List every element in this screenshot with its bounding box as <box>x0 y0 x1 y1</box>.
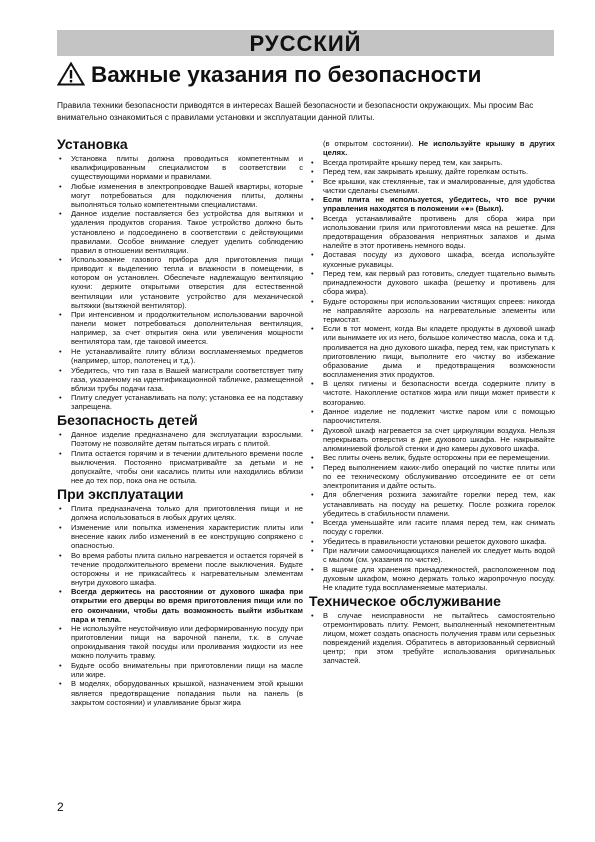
list-item: • Плита остается горячим и в течении длительного времени после выключения. Постоянно присматривайте за детьми и не допускайте, чтобы они касались плиты или находились вблизи нее до тех пор, пока она не остыла. <box>57 449 303 485</box>
right-column <box>309 139 555 667</box>
list-item: • Плиту следует устанавливать на полу; установка ее на подставку запрещена. <box>57 393 303 411</box>
installation-list <box>57 154 303 411</box>
warning-icon <box>57 62 85 94</box>
page-title-text: Важные указания по безопасности <box>91 62 482 87</box>
list-item: • Не устанавливайте плиту вблизи воспламеняемых предметов (например, штор, полотенец и т.д.). <box>57 347 303 365</box>
list-item: • Если в тот момент, когда Вы кладете продукты в духовой шкаф или вынимаете их из него, большое количество масла, сока и т.д. проливается на дно духового шкафа, перед тем, как приступать к приготовлению пищи, выполните его чистку во избежание образование дыма и предотвращения возможности воспламенения этих продуктов. <box>309 324 555 379</box>
list-item: • При наличии самоочищающихся панелей их следует мыть водой с мылом (см. указания по чистке). <box>309 546 555 564</box>
list-item: • В случае неисправности не пытайтесь самостоятельно отремонтировать плиту. Ремонт, выполненный некомпетентным лицом, может создать опасность получения травм или серьезных повреждений изделия. Обратитесь в авторизованный сервисный центр; при этом требуйте использования оригинальных запчастей. <box>309 611 555 666</box>
list-item: • В ящичке для хранения принадлежностей, расположенном под духовым шкафом, можно держать только жаропрочную посуду. Не кладите туда воспламеняемые материалы. <box>309 565 555 592</box>
list-item: • Данное изделие предназначено для эксплуатации взрослыми. Поэтому не позволяйте детям пытаться играть с плитой. <box>57 430 303 448</box>
page-title <box>57 60 557 90</box>
list-item: • Будьте особо внимательны при приготовлении пищи на масле или жире. <box>57 661 303 679</box>
list-item: • Плита предназначена только для приготовления пищи и не должна использоваться в любых других целях. <box>57 504 303 522</box>
list-item: • Для облегчения розжига зажигайте горелки перед тем, как устанавливать на посуду на решетку. После розжига горелок убедитесь в стабильности пламени. <box>309 490 555 517</box>
intro-paragraph: Правила техники безопасности приводятся в интересах Вашей безопасности и безопасности окружающих. Мы просим Вас внимательно ознакомиться с правилами установки и эксплуатации данной плиты. <box>57 100 534 122</box>
list-item: • Перед тем, как первый раз готовить, следует тщательно вымыть принадлежности духового шкафа (решетку и противень для сбора жира). <box>309 269 555 296</box>
list-item: • В моделях, оборудованных крышкой, назначением этой крышки является предотвращение попадания пыли на панель (в закрытом состоянии) и улавливание брызг жира <box>57 679 303 706</box>
list-item: • Данное изделие поставляется без устройства для вытяжки и удаления продуктов сгорания. Такое устройство должно быть установлено и подсоединено в соответствии с действующими правилами. Особое внимание следует уделить соблюдению правил в отношении вентиляции. <box>57 209 303 254</box>
list-item: • В целях гигиены и безопасности всегда содержите плиту в чистоте. Накопление остатков жира или пищи может привести к возгоранию. <box>309 379 555 406</box>
list-item: • Убедитесь в правильности установки решеток духового шкафа. <box>309 537 555 546</box>
children-list <box>57 430 303 485</box>
language-banner: РУССКИЙ <box>57 30 554 56</box>
list-item: • Не используйте неустойчивую или деформированную посуду при приготовлении пищи на варочной панели, т.к. в случае опрокидывания такой посуды или проливания жидкости из нее можно получить травму. <box>57 624 303 660</box>
operation-list <box>57 504 303 706</box>
list-item: • Доставая посуду из духового шкафа, всегда используйте кухонные рукавицы. <box>309 250 555 268</box>
list-item: • Все крышки, как стеклянные, так и эмалированные, для удобства чистки сделаны съемными. <box>309 177 555 195</box>
list-item-bold: • Всегда держитесь на расстоянии от духового шкафа при открытии его дверцы во время приготовления пищи или по его окончании, чтобы дать возможность выйти избыткам пара и тепла. <box>57 587 303 623</box>
list-item: • Всегда уменьшайте или гасите пламя перед тем, как снимать посуду с горелки. <box>309 518 555 536</box>
list-item: • Любые изменения в электропроводке Вашей квартиры, которые могут потребоваться для подключения плиты, должны выполняться только компетентными специалистами. <box>57 182 303 209</box>
section-heading-installation: Установка <box>57 136 128 152</box>
page-number: 2 <box>57 800 64 814</box>
list-item: • Убедитесь, что тип газа в Вашей магистрали соответствует типу газа, указанному на идентификационной табличке, размещенной вблизи трубы подачи газа. <box>57 366 303 393</box>
list-item: • При интенсивном и продолжительном использовании варочной панели может потребоваться дополнительная вентиляция, например, за счет открытия окна или увеличения мощности вентилятора там, где таковой имеется. <box>57 310 303 346</box>
section-heading-operation: При эксплуатации <box>57 486 184 503</box>
section-heading-maintenance: Техническое обслуживание <box>309 593 501 610</box>
list-item: • Духовой шкаф нагревается за счет циркуляции воздуха. Нельзя перекрывать отверстия в дне духового шкафа. Не накрывайте алюминиевой фольгой стенки и дно камеры духового шкафа. <box>309 426 555 453</box>
list-item: • Всегда устанавливайте противень для сбора жира при использовании гриля или приготовлении мяса на решетке. Для предотвращения образования неприятных запахов и дыма налейте в этот противень немного воды. <box>309 214 555 250</box>
operation-continued-list <box>309 139 555 592</box>
left-column <box>57 136 303 708</box>
section-heading-children: Безопасность детей <box>57 412 198 429</box>
list-item: • Всегда протирайте крышку перед тем, как закрыть. <box>309 158 555 167</box>
list-item: • Перед выполнением каких-либо операций по чистке плиты или по ее техническому обслуживанию отсоедините ее от сети электропитания и дайте остыть. <box>309 463 555 490</box>
maintenance-list <box>309 611 555 666</box>
list-item: • Вес плиты очень велик, будьте осторожны при ее перемещении. <box>309 453 555 462</box>
list-item: • Использование газового прибора для приготовления пищи приводит к выделению тепла и влажности в помещении, в котором он установлен. Обеспечьте надлежащую вентиляцию кухни: держите открытыми отверстия для естественной вентиляции или установите устройство для механической вытяжки (вытяжной вентилятор). <box>57 255 303 310</box>
continued-text: (в открытом состоянии). Не используйте крышку в других целях. <box>323 139 556 158</box>
list-item: • Будьте осторожны при использовании чистящих спреев: никогда не направляйте аэрозоль на нагревательные элементы или термостат. <box>309 297 555 324</box>
list-item: • Установка плиты должна проводиться компетентным и квалифицированным специалистом в соответствии с существующими нормами и правилами. <box>57 154 303 181</box>
list-item: • Данное изделие не подлежит чистке паром или с помощью пароочистителя. <box>309 407 555 425</box>
list-item: • Изменение или попытка изменения характеристик плиты или внесение каких либо изменений в ее конструкцию сопряжено с опасностью. <box>57 523 303 550</box>
list-item: • Во время работы плита сильно нагревается и остается горячей в течение продолжительного времени после выключения. Будьте осторожны и не прикасайтесь к нагревательным элементам внутри духового шкафа. <box>57 551 303 587</box>
list-item: • Перед тем, как закрывать крышку, дайте горелкам остыть. <box>309 167 555 176</box>
list-item-bold: • Если плита не используется, убедитесь, что все ручки управления находятся в положении «●» (Выкл). <box>309 195 555 213</box>
